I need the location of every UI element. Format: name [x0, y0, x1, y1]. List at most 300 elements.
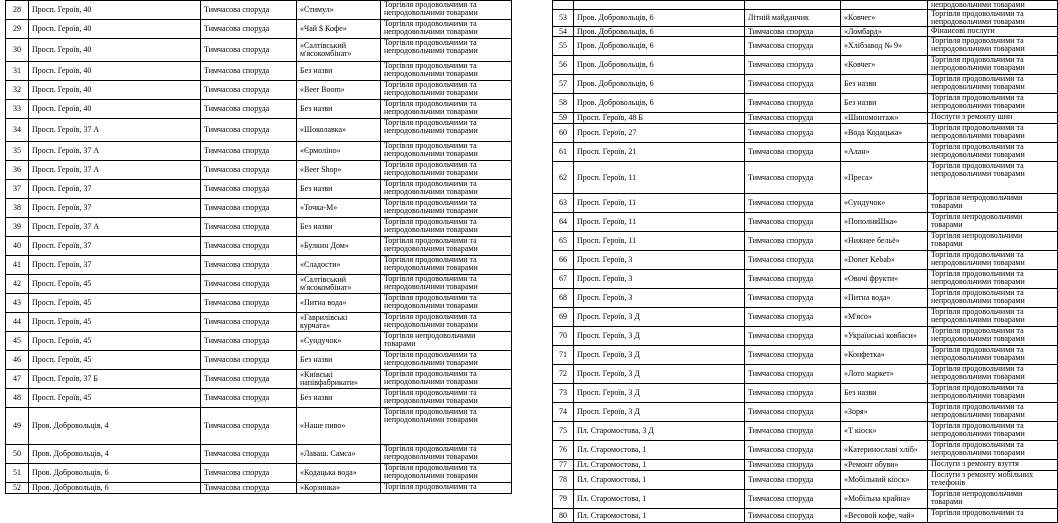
- object-name-cell: «Вода Кодацька»: [841, 124, 928, 143]
- row-number: 41: [6, 256, 29, 275]
- structure-type-cell: Тимчасова споруда: [745, 471, 841, 490]
- table-row: [6, 351, 512, 370]
- object-name-cell: «Питна вода»: [297, 294, 381, 313]
- object-name-cell: «Питна вода»: [841, 289, 928, 308]
- purpose-cell: Торгівля продовольчими та непродовольчими товарами: [928, 289, 1058, 308]
- object-name-cell: Без назви: [297, 351, 381, 370]
- structure-type-cell: Тимчасова споруда: [201, 161, 297, 180]
- purpose-cell: Торгівля продовольчими та: [928, 509, 1058, 523]
- structure-type-cell: Тимчасова споруда: [201, 256, 297, 275]
- table-row: [6, 180, 512, 199]
- address-cell: Пров. Добровольців, 6: [574, 75, 745, 94]
- structure-type-cell: Тимчасова споруда: [201, 62, 297, 81]
- row-number: 57: [553, 75, 574, 94]
- address-cell: Просп. Героїв, 3 Д: [574, 346, 745, 365]
- row-number: 60: [553, 124, 574, 143]
- row-number: 80: [553, 509, 574, 523]
- address-cell: Просп. Героїв, 11: [574, 232, 745, 251]
- structure-type-cell: Тимчасова споруда: [201, 20, 297, 39]
- purpose-cell: Торгівля продовольчими та непродовольчими товарами: [928, 422, 1058, 441]
- object-name-cell: «Корзинка»: [297, 483, 381, 494]
- table-row: [6, 275, 512, 294]
- address-cell: Пл. Старомостова, 1: [574, 471, 745, 490]
- address-cell: Просп. Героїв, 3: [574, 289, 745, 308]
- structure-type-cell: Тимчасова споруда: [201, 237, 297, 256]
- object-name-cell: «Нижнее бельё»: [841, 232, 928, 251]
- document-page-left: [0, 0, 519, 522]
- structure-type-cell: Тимчасова споруда: [201, 389, 297, 408]
- structure-type-cell: Тимчасова споруда: [201, 1, 297, 20]
- address-cell: Просп. Героїв, 3 Д: [574, 384, 745, 403]
- row-number: 69: [553, 308, 574, 327]
- object-name-cell: «Лаваш. Самса»: [297, 445, 381, 464]
- row-number: 35: [6, 142, 29, 161]
- purpose-cell: Торгівля продовольчими та непродовольчими товарами: [381, 445, 512, 464]
- row-number: 53: [553, 10, 574, 27]
- table-row: [553, 422, 1058, 441]
- object-name-cell: «Кодацька вода»: [297, 464, 381, 483]
- object-name-cell: «Ремонт обуви»: [841, 460, 928, 471]
- structure-type-cell: Тимчасова споруда: [201, 275, 297, 294]
- table-row: [553, 232, 1058, 251]
- row-number: 71: [553, 346, 574, 365]
- object-name-cell: Без назви: [297, 100, 381, 119]
- address-cell: Просп. Героїв, 11: [574, 194, 745, 213]
- object-name-cell: «Beer Boom»: [297, 81, 381, 100]
- table-row: [6, 199, 512, 218]
- purpose-cell: Торгівля продовольчими та непродовольчими товарами: [928, 270, 1058, 289]
- object-name-cell: «Ковчег»: [841, 56, 928, 75]
- table-row: [553, 384, 1058, 403]
- table-row: [553, 1, 1058, 10]
- table-row: [553, 75, 1058, 94]
- address-cell: Просп. Героїв, 45: [29, 351, 201, 370]
- table-row: [553, 441, 1058, 460]
- object-name-cell: [841, 1, 928, 10]
- object-name-cell: «Булкин Дом»: [297, 237, 381, 256]
- address-cell: Просп. Героїв, 3 Д: [574, 403, 745, 422]
- address-cell: Просп. Героїв, 48 Б: [574, 113, 745, 124]
- structure-type-cell: Тимчасова споруда: [745, 232, 841, 251]
- object-name-cell: «Т кіоск»: [841, 422, 928, 441]
- row-number: 61: [553, 143, 574, 162]
- purpose-cell: Торгівля непродовольчими товарами: [928, 232, 1058, 251]
- structure-type-cell: Тимчасова споруда: [745, 384, 841, 403]
- row-number: 42: [6, 275, 29, 294]
- object-name-cell: «Doner Kebab»: [841, 251, 928, 270]
- row-number: 30: [6, 39, 29, 62]
- address-cell: Пров. Добровольців, 6: [574, 94, 745, 113]
- object-name-cell: «Конфетка»: [841, 346, 928, 365]
- table-row: [553, 10, 1058, 27]
- table-row: [553, 194, 1058, 213]
- object-name-cell: «Салтівський м'ясокомбінат»: [297, 275, 381, 294]
- table-row: [553, 460, 1058, 471]
- address-cell: Пров. Добровольців, 4: [29, 408, 201, 445]
- address-cell: Пров. Добровольців, 6: [574, 56, 745, 75]
- purpose-cell: Торгівля продовольчими та непродовольчими товарами: [381, 39, 512, 62]
- purpose-cell: непродовольчими товарами: [928, 1, 1058, 10]
- purpose-cell: Послуги з ремонту шин: [928, 113, 1058, 124]
- object-name-cell: «Шиномонтаж»: [841, 113, 928, 124]
- table-row: [553, 403, 1058, 422]
- object-name-cell: «Сундучок»: [841, 194, 928, 213]
- purpose-cell: Торгівля продовольчими та непродовольчими товарами: [928, 10, 1058, 27]
- purpose-cell: Торгівля продовольчими та непродовольчими товарами: [381, 313, 512, 332]
- table-row: [553, 143, 1058, 162]
- structure-type-cell: Тимчасова споруда: [201, 445, 297, 464]
- row-number: 63: [553, 194, 574, 213]
- table-row: [553, 509, 1058, 523]
- object-name-cell: Без назви: [841, 384, 928, 403]
- document-page-right: [543, 0, 1058, 522]
- purpose-cell: Торгівля продовольчими та непродовольчими товарами: [381, 180, 512, 199]
- address-cell: Пров. Добровольців, 6: [29, 483, 201, 494]
- table-row: [553, 56, 1058, 75]
- table-row: [553, 289, 1058, 308]
- objects-table-right-body: [553, 1, 1058, 523]
- row-number: 40: [6, 237, 29, 256]
- purpose-cell: Фінансові послуги: [928, 27, 1058, 37]
- table-row: [6, 142, 512, 161]
- table-row: [6, 62, 512, 81]
- table-row: [6, 464, 512, 483]
- row-number: 56: [553, 56, 574, 75]
- table-row: [553, 27, 1058, 37]
- object-name-cell: «Сладости»: [297, 256, 381, 275]
- object-name-cell: «М'ясо»: [841, 308, 928, 327]
- structure-type-cell: Тимчасова споруда: [201, 332, 297, 351]
- address-cell: Просп. Героїв, 45: [29, 294, 201, 313]
- object-name-cell: «Ломбард»: [841, 27, 928, 37]
- table-row: [553, 162, 1058, 194]
- structure-type-cell: Тимчасова споруда: [745, 194, 841, 213]
- row-number: 44: [6, 313, 29, 332]
- structure-type-cell: Тимчасова споруда: [745, 509, 841, 523]
- purpose-cell: Торгівля продовольчими та непродовольчими товарами: [928, 327, 1058, 346]
- address-cell: Просп. Героїв, 27: [574, 124, 745, 143]
- row-number: 75: [553, 422, 574, 441]
- object-name-cell: «ПополняШка»: [841, 213, 928, 232]
- row-number: 34: [6, 119, 29, 142]
- row-number: 38: [6, 199, 29, 218]
- object-name-cell: «Алан»: [841, 143, 928, 162]
- object-name-cell: Без назви: [297, 218, 381, 237]
- address-cell: Просп. Героїв, 37 Б: [29, 370, 201, 389]
- object-name-cell: «Лото маркет»: [841, 365, 928, 384]
- structure-type-cell: Тимчасова споруда: [745, 37, 841, 56]
- table-row: [553, 124, 1058, 143]
- structure-type-cell: Тимчасова споруда: [201, 351, 297, 370]
- object-name-cell: «Овочі фрукти»: [841, 270, 928, 289]
- row-number: 37: [6, 180, 29, 199]
- row-number: 28: [6, 1, 29, 20]
- object-name-cell: «Весовой кофе, чай»: [841, 509, 928, 523]
- address-cell: Пл. Старомостова, 3 Д: [574, 422, 745, 441]
- purpose-cell: Торгівля продовольчими та непродовольчими товарами: [381, 218, 512, 237]
- structure-type-cell: Тимчасова споруда: [745, 289, 841, 308]
- address-cell: Пров. Добровольців, 6: [574, 10, 745, 27]
- purpose-cell: Торгівля непродовольчими товарами: [928, 490, 1058, 509]
- object-name-cell: «Салтівський м'ясокомбінат»: [297, 39, 381, 62]
- purpose-cell: Торгівля непродовольчими товарами: [928, 194, 1058, 213]
- table-row: [6, 1, 512, 20]
- row-number: 58: [553, 94, 574, 113]
- table-row: [553, 251, 1058, 270]
- object-name-cell: «Хлібзавод № 9»: [841, 37, 928, 56]
- row-number: 74: [553, 403, 574, 422]
- row-number: 46: [6, 351, 29, 370]
- structure-type-cell: Тимчасова споруда: [745, 308, 841, 327]
- purpose-cell: Торгівля продовольчими та непродовольчими товарами: [928, 94, 1058, 113]
- address-cell: Просп. Героїв, 11: [574, 213, 745, 232]
- structure-type-cell: Тимчасова споруда: [201, 180, 297, 199]
- purpose-cell: Торгівля продовольчими та непродовольчими товарами: [928, 384, 1058, 403]
- purpose-cell: Торгівля продовольчими та непродовольчими товарами: [381, 161, 512, 180]
- object-name-cell: «Наше пиво»: [297, 408, 381, 445]
- table-row: [553, 327, 1058, 346]
- row-number: 55: [553, 37, 574, 56]
- row-number: 31: [6, 62, 29, 81]
- purpose-cell: Торгівля продовольчими та: [381, 483, 512, 494]
- object-name-cell: Без назви: [297, 62, 381, 81]
- row-number: 64: [553, 213, 574, 232]
- table-row: [6, 237, 512, 256]
- address-cell: Просп. Героїв, 3 Д: [574, 327, 745, 346]
- structure-type-cell: Тимчасова споруда: [745, 251, 841, 270]
- address-cell: Просп. Героїв, 21: [574, 143, 745, 162]
- table-row: [6, 294, 512, 313]
- table-row: [553, 365, 1058, 384]
- structure-type-cell: Тимчасова споруда: [745, 327, 841, 346]
- table-row: [6, 370, 512, 389]
- address-cell: Просп. Героїв, 40: [29, 1, 201, 20]
- page-gutter: [519, 0, 543, 522]
- purpose-cell: Торгівля продовольчими та непродовольчими товарами: [381, 464, 512, 483]
- object-name-cell: Без назви: [297, 180, 381, 199]
- row-number: 33: [6, 100, 29, 119]
- purpose-cell: Торгівля продовольчими та непродовольчими товарами: [928, 124, 1058, 143]
- row-number: 70: [553, 327, 574, 346]
- purpose-cell: Торгівля продовольчими та непродовольчими товарами: [928, 251, 1058, 270]
- address-cell: Просп. Героїв, 40: [29, 62, 201, 81]
- structure-type-cell: Тимчасова споруда: [745, 56, 841, 75]
- structure-type-cell: Тимчасова споруда: [201, 464, 297, 483]
- structure-type-cell: Тимчасова споруда: [201, 483, 297, 494]
- purpose-cell: Торгівля продовольчими та непродовольчими товарами: [381, 351, 512, 370]
- object-name-cell: «Мобільний кіоск»: [841, 471, 928, 490]
- structure-type-cell: Тимчасова споруда: [745, 75, 841, 94]
- row-number: 47: [6, 370, 29, 389]
- structure-type-cell: Тимчасова споруда: [745, 365, 841, 384]
- row-number: 62: [553, 162, 574, 194]
- address-cell: Просп. Героїв, 40: [29, 39, 201, 62]
- purpose-cell: Послуги з ремонту мобільних телефонів: [928, 471, 1058, 490]
- structure-type-cell: Тимчасова споруда: [745, 422, 841, 441]
- row-number: 43: [6, 294, 29, 313]
- structure-type-cell: Тимчасова споруда: [201, 39, 297, 62]
- purpose-cell: Торгівля продовольчими та непродовольчими товарами: [928, 365, 1058, 384]
- purpose-cell: Торгівля продовольчими та непродовольчими товарами: [928, 75, 1058, 94]
- table-row: [553, 37, 1058, 56]
- object-name-cell: Без назви: [841, 94, 928, 113]
- table-row: [553, 270, 1058, 289]
- structure-type-cell: Тимчасова споруда: [201, 313, 297, 332]
- purpose-cell: Торгівля продовольчими та непродовольчими товарами: [381, 199, 512, 218]
- address-cell: Пров. Добровольців, 6: [29, 464, 201, 483]
- row-number: 79: [553, 490, 574, 509]
- address-cell: Просп. Героїв, 3 Д: [574, 365, 745, 384]
- structure-type-cell: Тимчасова споруда: [745, 94, 841, 113]
- table-row: [553, 113, 1058, 124]
- object-name-cell: «Сундучок»: [297, 332, 381, 351]
- structure-type-cell: Тимчасова споруда: [201, 218, 297, 237]
- row-number: [553, 1, 574, 10]
- address-cell: Просп. Героїв, 40: [29, 81, 201, 100]
- address-cell: Пров. Добровольців, 6: [574, 37, 745, 56]
- row-number: 49: [6, 408, 29, 445]
- address-cell: Просп. Героїв, 3 Д: [574, 308, 745, 327]
- structure-type-cell: Тимчасова споруда: [201, 370, 297, 389]
- address-cell: Пл. Старомостова, 1: [574, 460, 745, 471]
- object-name-cell: Без назви: [297, 389, 381, 408]
- structure-type-cell: Тимчасова споруда: [201, 408, 297, 445]
- object-name-cell: «Єрмоліно»: [297, 142, 381, 161]
- structure-type-cell: Тимчасова споруда: [745, 143, 841, 162]
- structure-type-cell: Тимчасова споруда: [745, 460, 841, 471]
- table-row: [553, 490, 1058, 509]
- object-name-cell: Без назви: [841, 75, 928, 94]
- purpose-cell: Торгівля продовольчими та непродовольчими товарами: [928, 441, 1058, 460]
- row-number: 32: [6, 81, 29, 100]
- table-row: [6, 161, 512, 180]
- purpose-cell: Торгівля продовольчими та непродовольчими товарами: [381, 20, 512, 39]
- structure-type-cell: Тимчасова споруда: [745, 213, 841, 232]
- purpose-cell: Послуги з ремонту взуття: [928, 460, 1058, 471]
- row-number: 72: [553, 365, 574, 384]
- address-cell: Просп. Героїв, 3: [574, 251, 745, 270]
- address-cell: Просп. Героїв, 3: [574, 270, 745, 289]
- purpose-cell: Торгівля продовольчими та непродовольчими товарами: [381, 256, 512, 275]
- structure-type-cell: Тимчасова споруда: [201, 119, 297, 142]
- purpose-cell: Торгівля продовольчими та непродовольчими товарами: [928, 143, 1058, 162]
- purpose-cell: Торгівля продовольчими та непродовольчими товарами: [381, 81, 512, 100]
- purpose-cell: Торгівля продовольчими та непродовольчими товарами: [381, 389, 512, 408]
- address-cell: Просп. Героїв, 40: [29, 20, 201, 39]
- structure-type-cell: Літній майданчик: [745, 10, 841, 27]
- address-cell: [574, 1, 745, 10]
- address-cell: Просп. Героїв, 37: [29, 237, 201, 256]
- structure-type-cell: Тимчасова споруда: [745, 490, 841, 509]
- address-cell: Просп. Героїв, 37 А: [29, 161, 201, 180]
- table-row: [553, 471, 1058, 490]
- structure-type-cell: [745, 1, 841, 10]
- table-row: [6, 389, 512, 408]
- purpose-cell: Торгівля продовольчими та непродовольчими товарами: [381, 370, 512, 389]
- address-cell: Просп. Героїв, 11: [574, 162, 745, 194]
- row-number: 45: [6, 332, 29, 351]
- structure-type-cell: Тимчасова споруда: [745, 27, 841, 37]
- structure-type-cell: Тимчасова споруда: [201, 199, 297, 218]
- structure-type-cell: Тимчасова споруда: [201, 294, 297, 313]
- address-cell: Просп. Героїв, 37 А: [29, 142, 201, 161]
- structure-type-cell: Тимчасова споруда: [201, 142, 297, 161]
- address-cell: Просп. Героїв, 45: [29, 332, 201, 351]
- structure-type-cell: Тимчасова споруда: [745, 113, 841, 124]
- table-row: [6, 100, 512, 119]
- object-name-cell: «Гаврилівські курчата»: [297, 313, 381, 332]
- structure-type-cell: Тимчасова споруда: [201, 81, 297, 100]
- purpose-cell: Торгівля непродовольчими товарами: [928, 213, 1058, 232]
- row-number: 39: [6, 218, 29, 237]
- purpose-cell: Торгівля продовольчими та непродовольчими товарами: [381, 142, 512, 161]
- purpose-cell: Торгівля продовольчими та непродовольчими товарами: [381, 275, 512, 294]
- table-row: [553, 308, 1058, 327]
- row-number: 66: [553, 251, 574, 270]
- row-number: 73: [553, 384, 574, 403]
- object-name-cell: «Мобільна крайна»: [841, 490, 928, 509]
- purpose-cell: Торгівля продовольчими та непродовольчими товарами: [928, 56, 1058, 75]
- row-number: 48: [6, 389, 29, 408]
- row-number: 68: [553, 289, 574, 308]
- object-name-cell: «Точка-М»: [297, 199, 381, 218]
- address-cell: Просп. Героїв, 37: [29, 180, 201, 199]
- address-cell: Просп. Героїв, 37 А: [29, 119, 201, 142]
- row-number: 36: [6, 161, 29, 180]
- structure-type-cell: Тимчасова споруда: [201, 100, 297, 119]
- row-number: 29: [6, 20, 29, 39]
- object-name-cell: «Шоколавка»: [297, 119, 381, 142]
- row-number: 59: [553, 113, 574, 124]
- address-cell: Просп. Героїв, 37 А: [29, 218, 201, 237]
- object-name-cell: «Українські ковбаси»: [841, 327, 928, 346]
- row-number: 54: [553, 27, 574, 37]
- objects-table-left-body: [6, 1, 512, 494]
- purpose-cell: Торгівля продовольчими та непродовольчими товарами: [381, 62, 512, 81]
- table-row: [553, 346, 1058, 365]
- address-cell: Пл. Старомостова, 1: [574, 490, 745, 509]
- address-cell: Пров. Добровольців, 6: [574, 27, 745, 37]
- structure-type-cell: Тимчасова споруда: [745, 441, 841, 460]
- table-row: [6, 119, 512, 142]
- row-number: 50: [6, 445, 29, 464]
- structure-type-cell: Тимчасова споруда: [745, 162, 841, 194]
- purpose-cell: Торгівля продовольчими та непродовольчими товарами: [381, 408, 512, 445]
- purpose-cell: Торгівля продовольчими та непродовольчими товарами: [928, 403, 1058, 422]
- row-number: 67: [553, 270, 574, 289]
- purpose-cell: Торгівля продовольчими та непродовольчими товарами: [381, 237, 512, 256]
- purpose-cell: Торгівля непродовольчими товарами: [381, 332, 512, 351]
- address-cell: Пл. Старомостова, 1: [574, 509, 745, 523]
- structure-type-cell: Тимчасова споруда: [745, 270, 841, 289]
- row-number: 51: [6, 464, 29, 483]
- row-number: 65: [553, 232, 574, 251]
- objects-table-left: [5, 0, 512, 494]
- row-number: 78: [553, 471, 574, 490]
- purpose-cell: Торгівля продовольчими та непродовольчими товарами: [381, 1, 512, 20]
- purpose-cell: Торгівля продовольчими та непродовольчими товарами: [381, 119, 512, 142]
- object-name-cell: «Катеринославі хліб»: [841, 441, 928, 460]
- object-name-cell: «Київські напівфабрикати»: [297, 370, 381, 389]
- table-row: [553, 94, 1058, 113]
- object-name-cell: «Чай $ Кофе»: [297, 20, 381, 39]
- purpose-cell: Торгівля продовольчими та непродовольчими товарами: [381, 294, 512, 313]
- address-cell: Просп. Героїв, 45: [29, 389, 201, 408]
- object-name-cell: «Стимул»: [297, 1, 381, 20]
- row-number: 77: [553, 460, 574, 471]
- purpose-cell: Торгівля продовольчими та непродовольчими товарами: [381, 100, 512, 119]
- address-cell: Пров. Добровольців, 4: [29, 445, 201, 464]
